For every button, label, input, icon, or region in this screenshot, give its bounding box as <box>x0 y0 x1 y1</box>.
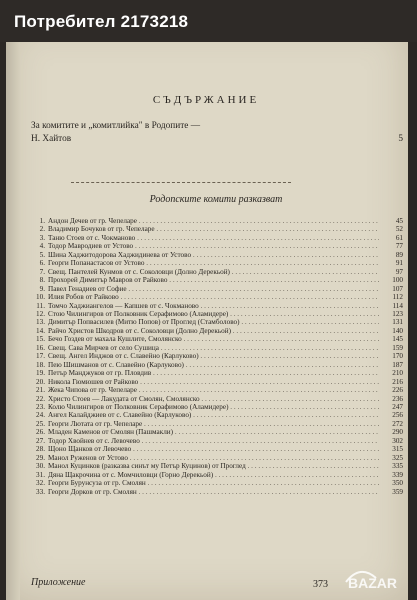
toc-entry <box>31 276 403 284</box>
intro-line-1: За комитите и „комитлийка" в Родопите — <box>31 121 201 131</box>
toc-entry-number: 11. <box>36 301 45 310</box>
contents-page <box>31 22 403 600</box>
toc-entry-number: 5. <box>39 250 45 259</box>
toc-entry <box>31 378 403 386</box>
toc-entry-page: 91 <box>395 259 403 268</box>
toc-entry <box>31 302 403 310</box>
toc-entry <box>31 242 403 250</box>
toc-entry <box>31 285 403 293</box>
toc-entry-title: Манол Куцинков (разказва синът му Петър Куцинов) от Проглед . . . <box>48 462 379 470</box>
toc-entry-page: 112 <box>392 293 403 302</box>
toc-entry-page: 45 <box>395 217 403 225</box>
toc-entry <box>31 318 403 326</box>
toc-entry <box>31 251 403 259</box>
toc-entry-title: Свещ. Ангел Инджов от с. Славейно (Карлуково) . . . <box>48 352 379 360</box>
toc-entry-title: Прохорей Димитър Мавров от Райково . . . <box>48 276 379 284</box>
toc-entry-page: 272 <box>392 419 403 428</box>
toc-entry-title: Щонo Щанков от Левочево . . . <box>48 445 379 453</box>
toc-entry <box>31 411 403 419</box>
toc-entry <box>31 454 403 462</box>
toc-entry-page: 216 <box>392 377 403 386</box>
toc-entry-title: Манол Руженов от Устово . . . <box>48 454 379 462</box>
toc-entry-page: 226 <box>392 386 403 395</box>
toc-entry-title: Дяна Щакрочина от с. Момчиловци (Горно Дерекьой) . . . <box>48 471 379 479</box>
toc-entry-title: Христо Стоев — Лакудата от Смолян, Смолянско . . . <box>48 395 379 403</box>
toc-entry-number: 30. <box>36 462 45 471</box>
toc-entry <box>31 225 403 233</box>
toc-entry-title: Димитър Попвасилев (Митю Попов) от Проглед (Стамболово) . . . <box>48 318 379 326</box>
username-label: Потребител 2173218 <box>14 12 189 31</box>
logo-text: BAZAR <box>348 575 397 591</box>
toc-entry-title: Томчо Хаджиангелов — Капшев от с. Чокманово . . . <box>48 302 379 310</box>
toc-entry-title: Илия Робов от Райково . . . <box>48 293 379 301</box>
toc-entry-title: Никола Гюмюшев от Райково . . . <box>48 378 379 386</box>
toc-entry-title: Пею Шишманов от с. Славейно (Карлуково) . . . <box>48 361 379 369</box>
toc-entry-number: 24. <box>36 411 45 420</box>
toc-entry-title: Георги Лютата от гр. Чепеларе . . . <box>48 420 379 428</box>
toc-entry-page: 61 <box>395 233 403 242</box>
section-divider <box>71 182 291 183</box>
toc-entry-title: Таню Стоев от с. Чокманово . . . <box>48 234 379 242</box>
toc-entry <box>31 386 403 394</box>
toc-entry <box>31 352 403 360</box>
toc-entry <box>31 369 403 377</box>
toc-entry-title: Павел Генадиев от Софие . . . <box>48 285 379 293</box>
toc-entry <box>31 310 403 318</box>
toc-entry-number: 1. <box>39 217 45 225</box>
toc-entry-page: 77 <box>395 242 403 251</box>
toc-entry-number: 12. <box>36 309 45 318</box>
toc-entry-page: 107 <box>392 284 403 293</box>
toc-entry-title: Колю Чилингиров от Полковник Серафимово (Аламидере) . . . <box>48 403 379 411</box>
toc-entry <box>31 420 403 428</box>
intro-line-2: Н. Хайтов <box>31 134 72 144</box>
toc-entry <box>31 259 403 267</box>
toc-entry-title: Свещ. Сава Мирчев от село Сушица . . . <box>48 344 379 352</box>
toc-entry-number: 18. <box>36 360 45 369</box>
intro-entry <box>31 120 403 146</box>
toc-entry <box>31 335 403 343</box>
toc-entry-page: 302 <box>392 436 403 445</box>
toc-entry-number: 4. <box>39 242 45 251</box>
toc-list <box>31 217 403 496</box>
bazar-logo <box>340 558 412 594</box>
toc-entry <box>31 462 403 470</box>
toc-entry-number: 15. <box>36 335 45 344</box>
toc-entry-number: 26. <box>36 428 45 437</box>
toc-entry-page: 170 <box>392 352 403 361</box>
toc-entry-page: 140 <box>392 326 403 335</box>
toc-entry <box>31 395 403 403</box>
toc-entry-page: 52 <box>395 225 403 234</box>
page-text-layer <box>6 22 408 600</box>
toc-entry <box>31 268 403 276</box>
toc-entry-page: 97 <box>395 267 403 276</box>
appendix-label: Приложение <box>31 577 86 588</box>
toc-entry-title: Ангел Калайджиев от с. Славейно (Карлуково) . . . <box>48 411 379 419</box>
toc-entry-number: 16. <box>36 343 45 352</box>
toc-entry-number: 21. <box>36 386 45 395</box>
toc-entry-title: Шина Хаджитодорова Хаджидинева от Устово . . . <box>48 251 379 259</box>
toc-entry <box>31 217 403 225</box>
toc-entry-page: 236 <box>392 394 403 403</box>
toc-entry-title: Тодор Хвойнев от с. Левочево . . . <box>48 437 379 445</box>
toc-entry <box>31 361 403 369</box>
toc-entry-page: 256 <box>392 411 403 420</box>
toc-entry-number: 17. <box>36 352 45 361</box>
toc-entry <box>31 488 403 496</box>
toc-entry-number: 33. <box>36 487 45 496</box>
toc-entry-page: 145 <box>392 335 403 344</box>
toc-entry-title: Жека Чипова от гр. Чепеларе . . . <box>48 386 379 394</box>
toc-entry-number: 32. <box>36 479 45 488</box>
toc-entry <box>31 403 403 411</box>
toc-entry-page: 350 <box>392 479 403 488</box>
toc-entry-page: 159 <box>392 343 403 352</box>
toc-entry-title: Свещ. Пантелей Кунмов от с. Соколовци (Долно Дерекьой) . . . <box>48 268 379 276</box>
toc-entry-number: 9. <box>39 284 45 293</box>
toc-entry-number: 29. <box>36 453 45 462</box>
toc-entry-title: Тодор Мавродиев от Устово . . . <box>48 242 379 250</box>
toc-entry-title: Петър Манджуков от гр. Пловдив . . . <box>48 369 379 377</box>
toc-entry <box>31 437 403 445</box>
toc-entry-number: 7. <box>39 267 45 276</box>
toc-entry-page: 290 <box>392 428 403 437</box>
contents-title: СЪДЪРЖАНИЕ <box>152 94 260 106</box>
toc-entry <box>31 344 403 352</box>
toc-entry-page: 89 <box>395 250 403 259</box>
toc-entry-title: Георги Дорков от гр. Смолян . . . <box>48 488 379 496</box>
toc-entry-number: 14. <box>36 326 45 335</box>
toc-entry-title: Георги Бурунсуза от гр. Смолян . . . <box>48 479 379 487</box>
toc-entry-number: 2. <box>39 225 45 234</box>
toc-entry-page: 100 <box>392 276 403 285</box>
toc-entry <box>31 479 403 487</box>
toc-entry-page: 359 <box>392 487 403 496</box>
toc-entry-number: 20. <box>36 377 45 386</box>
toc-entry-title: Райчо Христов Шкодров от с. Соколовци (Долно Дерекьой) . . . <box>48 327 379 335</box>
toc-entry-number: 25. <box>36 419 45 428</box>
toc-entry-title: Георги Попанастасов от Устово . . . <box>48 259 379 267</box>
toc-entry-number: 8. <box>39 276 45 285</box>
toc-entry-page: 114 <box>392 301 403 310</box>
intro-page: 5 <box>398 134 403 144</box>
toc-entry-number: 3. <box>39 233 45 242</box>
toc-entry-number: 6. <box>39 259 45 268</box>
toc-entry-page: 123 <box>392 309 403 318</box>
toc-entry <box>31 428 403 436</box>
toc-entry-page: 315 <box>392 445 403 454</box>
toc-entry-number: 22. <box>36 394 45 403</box>
toc-entry-title: Бечо Гоздев от махала Кушлите, Смолянско . . . <box>48 335 379 343</box>
toc-entry-page: 247 <box>392 402 403 411</box>
toc-entry <box>31 234 403 242</box>
toc-entry-number: 31. <box>36 470 45 479</box>
toc-entry-page: 187 <box>392 360 403 369</box>
toc-entry-number: 10. <box>36 293 45 302</box>
toc-entry <box>31 445 403 453</box>
toc-entry-number: 19. <box>36 369 45 378</box>
page-number: 373 <box>313 579 328 590</box>
toc-entry-number: 28. <box>36 445 45 454</box>
toc-entry <box>31 327 403 335</box>
toc-entry <box>31 471 403 479</box>
toc-entry-title: Владимир Бочуков от гр. Чепеларе . . . <box>48 225 379 233</box>
toc-entry-page: 325 <box>392 453 403 462</box>
toc-entry-page: 131 <box>392 318 403 327</box>
toc-entry-page: 339 <box>392 470 403 479</box>
toc-entry-number: 13. <box>36 318 45 327</box>
toc-entry-number: 27. <box>36 436 45 445</box>
toc-entry-page: 335 <box>392 462 403 471</box>
user-banner <box>0 0 417 42</box>
section-title: Родопските комити разказват <box>149 194 283 205</box>
toc-entry-title: Стою Чилингиров от Полковник Серафимово (Аламидере) . . . <box>48 310 379 318</box>
toc-entry <box>31 293 403 301</box>
toc-entry-title: Андон Дечев от гр. Чепеларе . . . <box>48 217 379 225</box>
toc-entry-title: Младен Каменов от Смолян (Пашмакли) . . . <box>48 428 379 436</box>
toc-entry-number: 23. <box>36 402 45 411</box>
toc-entry-page: 210 <box>392 369 403 378</box>
